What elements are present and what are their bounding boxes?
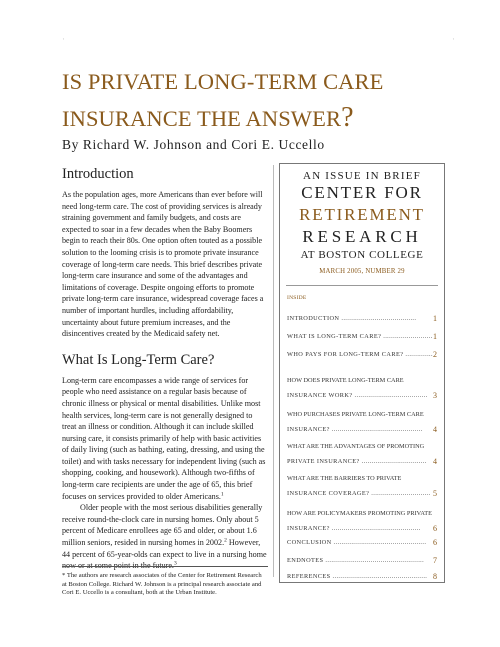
toc-label-2: INSURANCE? .............................................. <box>287 426 423 433</box>
column-divider <box>273 165 274 577</box>
title-line-1: IS PRIVATE LONG-TERM CARE <box>62 69 384 94</box>
left-column <box>62 165 268 572</box>
intro-paragraph: As the population ages, more Americans than ever before will need long-term care. The cost of providing services is already straining government and family budgets, and costs are expected to soar in a few decades when the Baby Boomers begin to reach their 80s. One option often touted as a possible solution to the looming crisis is to promote private insurance coverage of long-term care needs. This brief describes private long-term care insurance and some of the advantages and limitations of coverage. Despite ongoing efforts to promote private long-term care insurance, widespread coverage faces a number of important hurdles, including affordability, uncertainty about future premium increases, and the disincentives created by the Medicaid safety net. <box>62 190 264 339</box>
toc-item[interactable] <box>287 332 437 342</box>
toc-item[interactable] <box>287 350 437 360</box>
toc-label: WHO PAYS FOR LONG-TERM CARE? .............. <box>287 351 434 358</box>
toc-label: WHAT IS LONG-TERM CARE? ......................... <box>287 333 433 340</box>
title-line-2 <box>62 100 462 137</box>
toc-item[interactable] <box>287 376 437 401</box>
footnote-ref: 3 <box>173 560 177 567</box>
crop-mark: · <box>62 34 65 44</box>
sidebar-divider <box>286 285 438 286</box>
intro-heading: Introduction <box>62 166 134 182</box>
footnote-ref: 2 <box>224 537 227 544</box>
footnote-ref: 1 <box>220 490 224 497</box>
toc-item[interactable] <box>287 442 437 467</box>
toc-label: REFERENCES ................................................ <box>287 573 428 580</box>
toc-page: 2 <box>433 350 437 359</box>
toc-item[interactable] <box>287 474 437 499</box>
authors-byline: By Richard W. Johnson and Cori E. Uccello <box>62 137 325 152</box>
toc-page: 4 <box>433 425 437 434</box>
toc-page: 4 <box>433 457 437 466</box>
toc-label: WHAT ARE THE BARRIERS TO PRIVATE <box>287 475 402 482</box>
issue-in-brief: AN ISSUE IN BRIEF <box>303 170 421 182</box>
toc-item[interactable] <box>287 556 437 566</box>
toc-label: CONCLUSION ............................................... <box>287 539 427 546</box>
ltc-paragraph-2 <box>62 502 268 572</box>
boston-college: AT BOSTON COLLEGE <box>300 249 424 261</box>
toc-label-2: INSURANCE? ............................................. <box>287 525 421 532</box>
ltc-p2b-text: However, 44 percent of 65-year-olds can expect to live in a nursing home now or at some point in the future. <box>62 538 267 571</box>
toc-page: 1 <box>433 332 437 341</box>
ltc-p1-text: Long-term care encompasses a wide range of services for people who need assistance on a regular basis because of chronic illness or physical or mental disabilities. Unlike most health services, long-term care is not generally designed to treat an illness or condition. Although it can include skilled nursing care, it consists primarily of help with basic activities of daily living (such as bathing, eating, dressing, and using the toilet) and with tasks necessary for independent living (such as shopping, cooking, and housework). Although two-fifths of long-term care recipients are under the age of 65, this brief focuses on services provided to older Americans. <box>62 375 266 501</box>
toc-label: ENDNOTES .................................................. <box>287 557 425 564</box>
toc-label: WHAT ARE THE ADVANTAGES OF PROMOTING <box>287 443 425 450</box>
title-line-2-text: INSURANCE THE ANSWER <box>62 106 342 131</box>
center-name-line-3: RESEARCH <box>302 227 422 246</box>
toc-label: HOW DOES PRIVATE LONG-TERM CARE <box>287 377 404 384</box>
inside-label: INSIDE <box>287 295 307 301</box>
ltc-paragraph-1 <box>62 375 268 503</box>
toc-label-2: INSURANCE WORK? ..................................... <box>287 392 428 399</box>
toc-item[interactable] <box>287 572 437 582</box>
sidebar-box <box>279 163 445 583</box>
center-name-line-1: CENTER FOR <box>301 183 423 202</box>
ltc-heading: What Is Long-Term Care? <box>62 351 215 368</box>
toc-item[interactable] <box>287 410 437 435</box>
toc-page: 6 <box>433 524 437 533</box>
author-footnote: * The authors are research associates of the Center for Retirement Research at Boston College. Richard W. Johnson is a principal research associate and Cori E. Uccello is a consultant, both at the Urban Institute. <box>62 572 262 597</box>
toc-page: 5 <box>433 489 437 498</box>
toc-page: 6 <box>433 538 437 547</box>
toc-label-2: INSURANCE COVERAGE? .............................. <box>287 490 431 497</box>
toc-label: WHO PURCHASES PRIVATE LONG-TERM CARE <box>287 411 424 418</box>
toc-page: 8 <box>433 572 437 581</box>
toc-item[interactable] <box>287 538 437 548</box>
title-question-mark: ? <box>341 102 354 133</box>
toc-page: 7 <box>433 556 437 565</box>
toc-label: INTRODUCTION ...................................... <box>287 315 417 322</box>
toc-page: 1 <box>433 314 437 323</box>
toc-item[interactable] <box>287 509 437 534</box>
crop-mark: · <box>452 34 455 44</box>
center-name-line-2: RETIREMENT <box>299 205 425 224</box>
footnote-rule <box>62 566 268 567</box>
document-title <box>62 64 462 137</box>
toc-label-2: PRIVATE INSURANCE? ................................. <box>287 458 427 465</box>
toc-label: HOW ARE POLICYMAKERS PROMOTING PRIVATE <box>287 510 432 517</box>
toc-item[interactable] <box>287 314 437 324</box>
toc-page: 3 <box>433 391 437 400</box>
issue-date: MARCH 2005, NUMBER 29 <box>319 268 405 275</box>
ltc-p2a-text: Older people with the most serious disabilities generally receive round-the-clock care in nursing homes. Only about 5 percent of Medicare enrollees age 65 and older, or about 1.6 million seniors, resided in nursing homes in 2002. <box>62 503 263 548</box>
